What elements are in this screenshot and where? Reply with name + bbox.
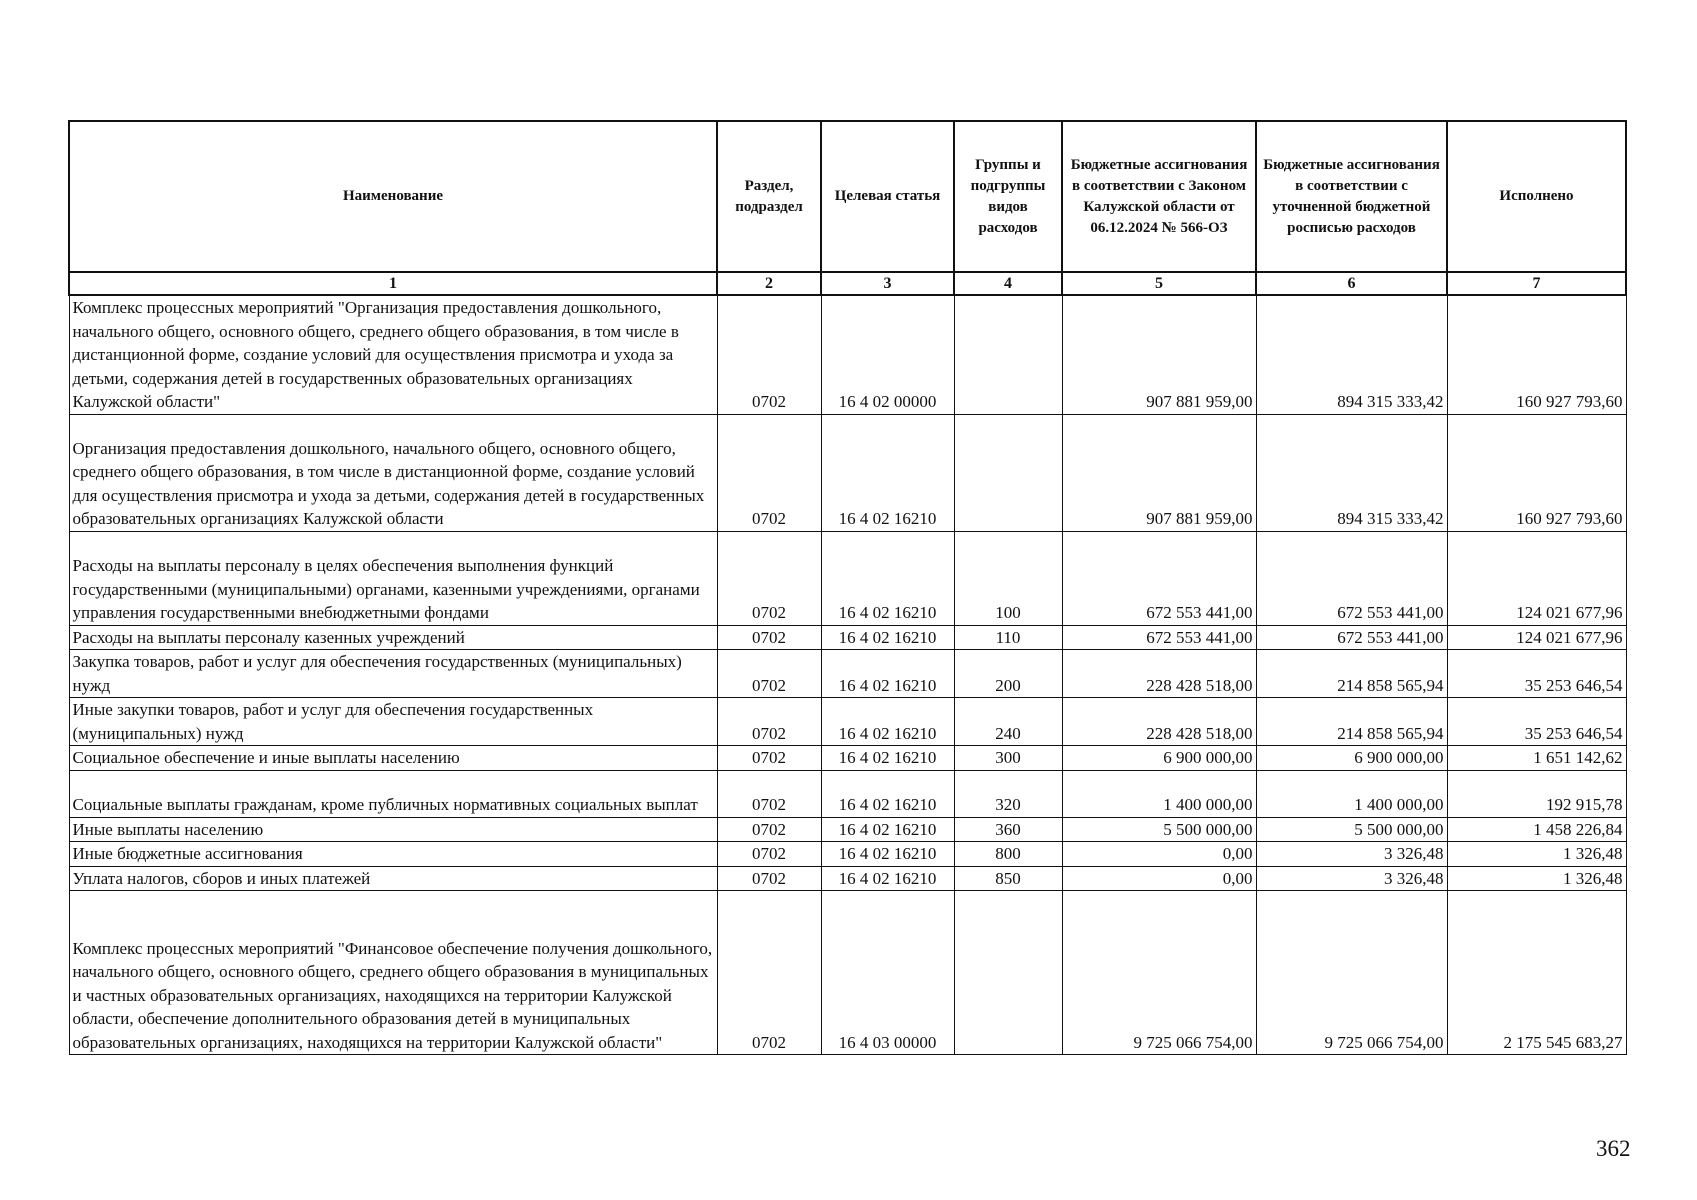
row-law-amount: 672 553 441,00 xyxy=(1062,531,1256,625)
row-law-amount: 5 500 000,00 xyxy=(1062,817,1256,842)
header-executed: Исполнено xyxy=(1447,121,1626,272)
row-target: 16 4 02 16210 xyxy=(821,531,954,625)
row-section: 0702 xyxy=(717,817,821,842)
row-section: 0702 xyxy=(717,866,821,891)
table-row xyxy=(69,746,1626,771)
table-header-row xyxy=(69,121,1626,272)
row-name: Иные закупки товаров, работ и услуг для обеспечения государственных (муниципальных) нужд xyxy=(69,698,717,746)
row-law-amount: 907 881 959,00 xyxy=(1062,295,1256,414)
table-row xyxy=(69,414,1626,531)
row-refined-amount: 3 326,48 xyxy=(1256,866,1447,891)
row-section: 0702 xyxy=(717,650,821,698)
row-target: 16 4 02 16210 xyxy=(821,625,954,650)
header-groups: Группы и подгруппы видов расходов xyxy=(954,121,1062,272)
row-name: Социальные выплаты гражданам, кроме публичных нормативных социальных выплат xyxy=(69,770,717,817)
row-executed-amount: 1 326,48 xyxy=(1447,842,1626,867)
row-section: 0702 xyxy=(717,414,821,531)
row-section: 0702 xyxy=(717,295,821,414)
row-group: 240 xyxy=(954,698,1062,746)
row-refined-amount: 894 315 333,42 xyxy=(1256,414,1447,531)
column-number: 4 xyxy=(954,272,1062,295)
row-group xyxy=(954,295,1062,414)
row-target: 16 4 02 16210 xyxy=(821,650,954,698)
page-number: 362 xyxy=(1596,1136,1631,1161)
header-name: Наименование xyxy=(69,121,717,272)
row-executed-amount: 160 927 793,60 xyxy=(1447,414,1626,531)
column-number-row xyxy=(69,272,1626,295)
row-refined-amount: 672 553 441,00 xyxy=(1256,625,1447,650)
row-group: 300 xyxy=(954,746,1062,771)
row-name: Расходы на выплаты персоналу в целях обеспечения выполнения функций государственными (муниципальными) органами, казенными учреждениями, органами управления государственными внебюджетными фондами xyxy=(69,531,717,625)
table-row xyxy=(69,625,1626,650)
row-refined-amount: 672 553 441,00 xyxy=(1256,531,1447,625)
row-law-amount: 228 428 518,00 xyxy=(1062,698,1256,746)
budget-table xyxy=(68,120,1627,1055)
row-group: 800 xyxy=(954,842,1062,867)
row-group: 320 xyxy=(954,770,1062,817)
column-number: 6 xyxy=(1256,272,1447,295)
row-refined-amount: 1 400 000,00 xyxy=(1256,770,1447,817)
row-target: 16 4 02 16210 xyxy=(821,698,954,746)
row-refined-amount: 214 858 565,94 xyxy=(1256,698,1447,746)
row-target: 16 4 02 16210 xyxy=(821,842,954,867)
row-group: 110 xyxy=(954,625,1062,650)
row-target: 16 4 02 16210 xyxy=(821,817,954,842)
row-law-amount: 907 881 959,00 xyxy=(1062,414,1256,531)
row-name: Организация предоставления дошкольного, начального общего, основного общего, среднего общего образования, в том числе в дистанционной форме, создание условий для осуществления присмотра и ухода за детьми, содержания детей в государственных образовательных организациях Калужской области xyxy=(69,414,717,531)
row-group xyxy=(954,414,1062,531)
row-target: 16 4 02 16210 xyxy=(821,414,954,531)
row-name: Комплекс процессных мероприятий "Финансовое обеспечение получения дошкольного, начального общего, основного общего, среднего общего образования в муниципальных и частных образовательных организациях, находящихся на территории Калужской области, обеспечение дополнительного образования детей в муниципальных образовательных организациях, находящихся на территории Калужской области" xyxy=(69,891,717,1055)
row-law-amount: 6 900 000,00 xyxy=(1062,746,1256,771)
row-refined-amount: 894 315 333,42 xyxy=(1256,295,1447,414)
row-executed-amount: 35 253 646,54 xyxy=(1447,698,1626,746)
column-number: 1 xyxy=(69,272,717,295)
row-executed-amount: 1 458 226,84 xyxy=(1447,817,1626,842)
row-name: Иные бюджетные ассигнования xyxy=(69,842,717,867)
row-group: 850 xyxy=(954,866,1062,891)
table-row xyxy=(69,891,1626,1055)
row-law-amount: 0,00 xyxy=(1062,842,1256,867)
row-target: 16 4 02 16210 xyxy=(821,866,954,891)
row-group: 100 xyxy=(954,531,1062,625)
row-refined-amount: 214 858 565,94 xyxy=(1256,650,1447,698)
row-group xyxy=(954,891,1062,1055)
row-executed-amount: 124 021 677,96 xyxy=(1447,625,1626,650)
row-executed-amount: 1 326,48 xyxy=(1447,866,1626,891)
column-number: 2 xyxy=(717,272,821,295)
row-executed-amount: 1 651 142,62 xyxy=(1447,746,1626,771)
row-refined-amount: 9 725 066 754,00 xyxy=(1256,891,1447,1055)
column-number: 7 xyxy=(1447,272,1626,295)
header-target: Целевая статья xyxy=(821,121,954,272)
row-name: Расходы на выплаты персоналу казенных учреждений xyxy=(69,625,717,650)
row-name: Комплекс процессных мероприятий "Организация предоставления дошкольного, начального общего, основного общего, среднего общего образования, в том числе в дистанционной форме, создание условий для осуществления присмотра и ухода за детьми, содержания детей в государственных образовательных организациях Калужской области" xyxy=(69,295,717,414)
header-section: Раздел, подраздел xyxy=(717,121,821,272)
header-law-allocations: Бюджетные ассигнования в соответствии с Законом Калужской области от 06.12.2024 № 566-ОЗ xyxy=(1062,121,1256,272)
column-number: 5 xyxy=(1062,272,1256,295)
row-law-amount: 1 400 000,00 xyxy=(1062,770,1256,817)
row-executed-amount: 2 175 545 683,27 xyxy=(1447,891,1626,1055)
row-target: 16 4 03 00000 xyxy=(821,891,954,1055)
row-name: Уплата налогов, сборов и иных платежей xyxy=(69,866,717,891)
row-name: Закупка товаров, работ и услуг для обеспечения государственных (муниципальных) нужд xyxy=(69,650,717,698)
row-name: Социальное обеспечение и иные выплаты населению xyxy=(69,746,717,771)
row-executed-amount: 192 915,78 xyxy=(1447,770,1626,817)
row-section: 0702 xyxy=(717,625,821,650)
row-name: Иные выплаты населению xyxy=(69,817,717,842)
row-executed-amount: 35 253 646,54 xyxy=(1447,650,1626,698)
row-executed-amount: 124 021 677,96 xyxy=(1447,531,1626,625)
row-section: 0702 xyxy=(717,891,821,1055)
row-law-amount: 9 725 066 754,00 xyxy=(1062,891,1256,1055)
row-group: 200 xyxy=(954,650,1062,698)
row-section: 0702 xyxy=(717,770,821,817)
table-row xyxy=(69,650,1626,698)
row-section: 0702 xyxy=(717,698,821,746)
table-row xyxy=(69,866,1626,891)
row-refined-amount: 5 500 000,00 xyxy=(1256,817,1447,842)
row-section: 0702 xyxy=(717,842,821,867)
row-law-amount: 0,00 xyxy=(1062,866,1256,891)
row-target: 16 4 02 16210 xyxy=(821,770,954,817)
row-target: 16 4 02 16210 xyxy=(821,746,954,771)
header-refined-allocations: Бюджетные ассигнования в соответствии с уточненной бюджетной росписью расходов xyxy=(1256,121,1447,272)
table-row xyxy=(69,842,1626,867)
row-target: 16 4 02 00000 xyxy=(821,295,954,414)
row-executed-amount: 160 927 793,60 xyxy=(1447,295,1626,414)
row-law-amount: 672 553 441,00 xyxy=(1062,625,1256,650)
table-row xyxy=(69,817,1626,842)
column-number: 3 xyxy=(821,272,954,295)
table-row xyxy=(69,531,1626,625)
row-refined-amount: 6 900 000,00 xyxy=(1256,746,1447,771)
row-group: 360 xyxy=(954,817,1062,842)
row-section: 0702 xyxy=(717,746,821,771)
row-law-amount: 228 428 518,00 xyxy=(1062,650,1256,698)
row-refined-amount: 3 326,48 xyxy=(1256,842,1447,867)
table-row xyxy=(69,698,1626,746)
row-section: 0702 xyxy=(717,531,821,625)
table-row xyxy=(69,295,1626,414)
table-row xyxy=(69,770,1626,817)
